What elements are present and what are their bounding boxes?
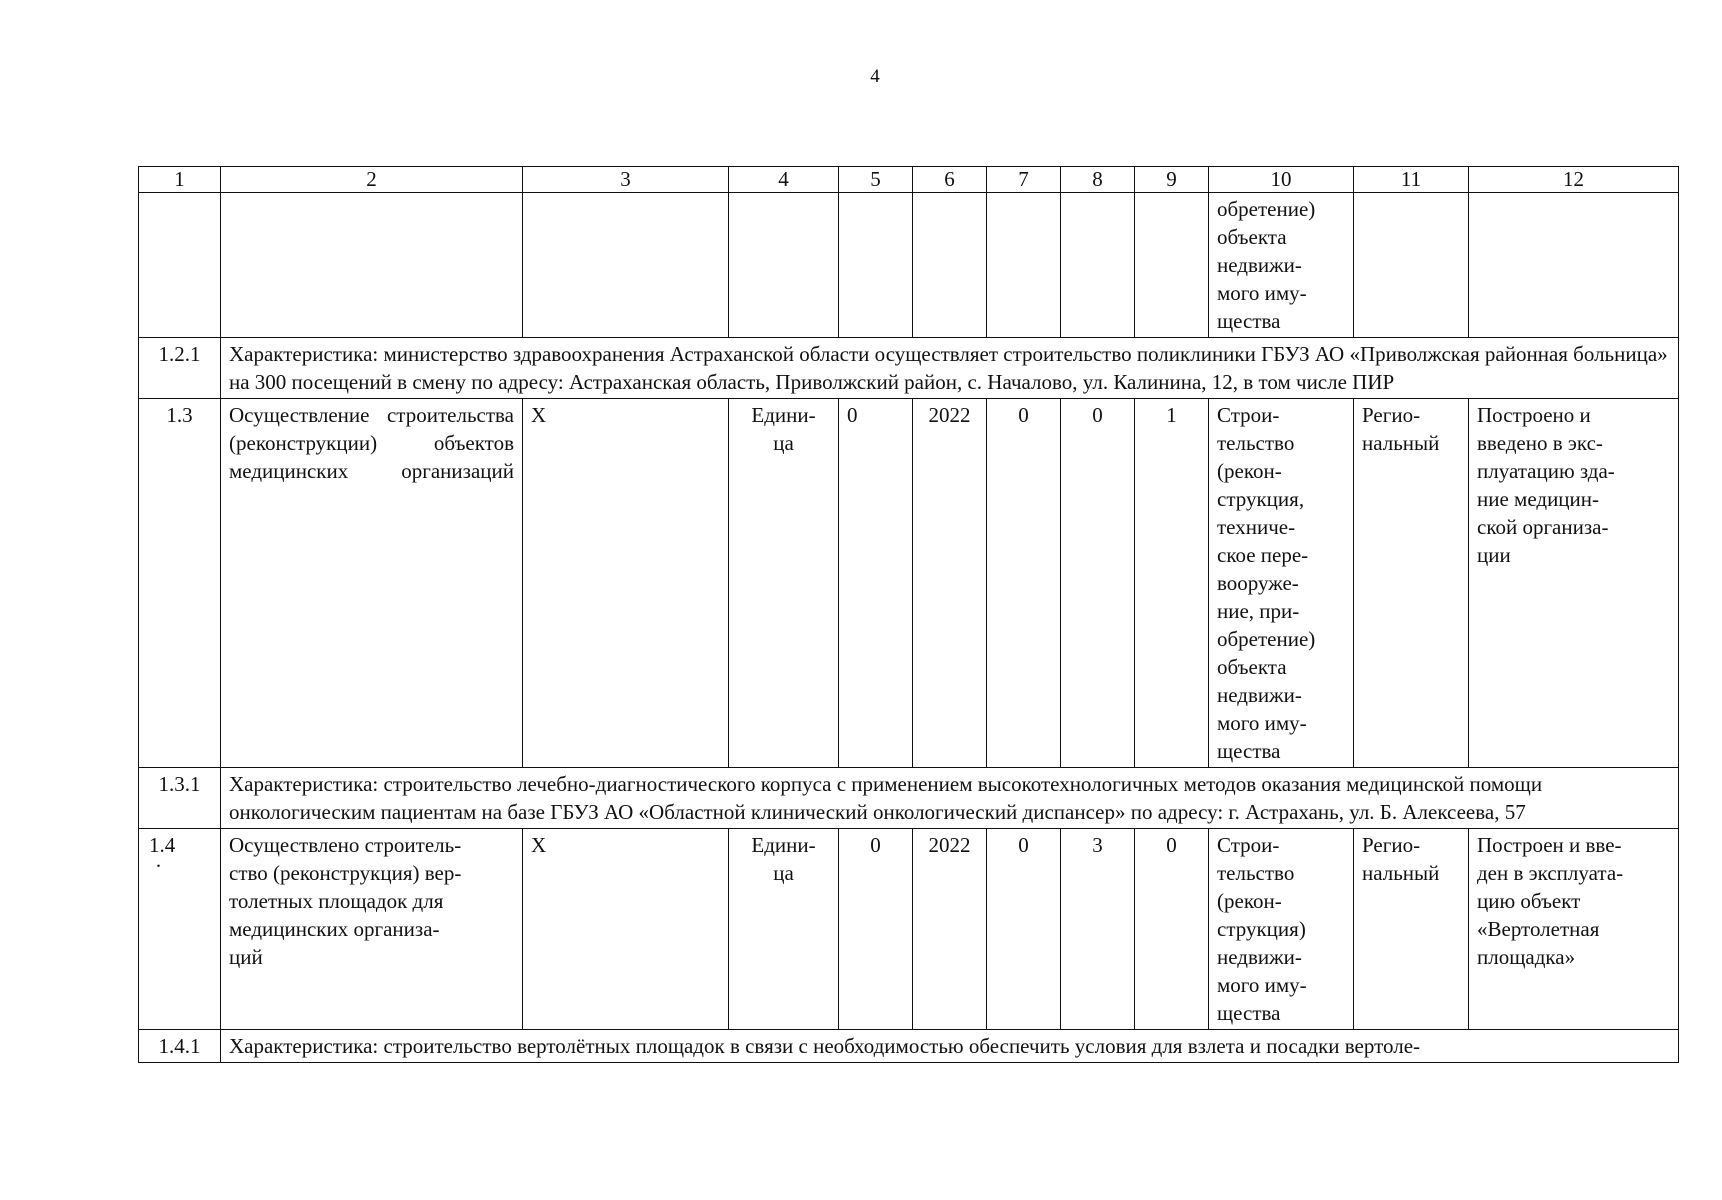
row-number: 1.4	[149, 833, 176, 857]
row-number: 1.3	[139, 399, 221, 768]
table-cell	[1061, 193, 1135, 338]
table-cell: 2022	[913, 829, 987, 1030]
table-cell: Построено и введено в экс- плуатацию зда- ние медицин- ской организа- ции	[1469, 399, 1679, 768]
table-cell	[1469, 193, 1679, 338]
scan-mark: ·	[155, 854, 162, 878]
table-cell: 0	[1135, 829, 1209, 1030]
header-cell: 10	[1209, 167, 1354, 193]
table-cell	[139, 193, 221, 338]
table-cell: X	[523, 399, 729, 768]
table-cell: 3	[1061, 829, 1135, 1030]
row-number: 1.3.1	[139, 768, 221, 829]
row-number: 1.2.1	[139, 338, 221, 399]
characteristic-row	[139, 338, 1679, 399]
table-row	[139, 829, 1679, 1030]
table-cell: обретение) объекта недвижи- мого иму- щества	[1209, 193, 1354, 338]
table-cell: X	[523, 829, 729, 1030]
table-row	[139, 193, 1679, 338]
table-cell: 0	[839, 829, 913, 1030]
unit-cell: Едини- ца	[729, 399, 839, 768]
header-cell: 2	[221, 167, 523, 193]
header-cell: 5	[839, 167, 913, 193]
row-number: 1.4.1	[139, 1030, 221, 1063]
column-number-row	[139, 167, 1679, 193]
result-name: Осуществление строительства (реконструкции) объектов медицинских организаций	[221, 399, 523, 768]
row-number-cell	[139, 829, 221, 1030]
header-cell: 8	[1061, 167, 1135, 193]
header-cell: 3	[523, 167, 729, 193]
characteristic-text: Характеристика: строительство лечебно-диагностического корпуса с применением высокотехнологичных методов оказания медицинской помощи онкологическим пациентам на базе ГБУЗ АО «Областной клинический онкологический диспансер» по адресу: г. Астрахань, ул. Б. Алексеева, 57	[221, 768, 1679, 829]
table-cell	[1135, 193, 1209, 338]
table-cell	[523, 193, 729, 338]
header-cell: 11	[1354, 167, 1469, 193]
characteristic-text: Характеристика: министерство здравоохранения Астраханской области осуществляет строительство поликлиники ГБУЗ АО «Приволжская районная больница» на 300 посещений в смену по адресу: Астраханская область, Приволжский район, с. Началово, ул. Калинина, 12, в том числе ПИР	[221, 338, 1679, 399]
table-cell: Регио- нальный	[1354, 829, 1469, 1030]
table-cell	[839, 193, 913, 338]
table-cell: 1	[1135, 399, 1209, 768]
page-number: 4	[870, 66, 880, 87]
header-cell: 9	[1135, 167, 1209, 193]
header-cell: 4	[729, 167, 839, 193]
table-cell: Строи- тельство (рекон- струкция, техниче- ское пере- вооруже- ние, при- обретение) объекта недвижи- мого иму- щества	[1209, 399, 1354, 768]
header-cell: 6	[913, 167, 987, 193]
table-cell: 0	[987, 829, 1061, 1030]
table-cell: Строи- тельство (рекон- струкция) недвижи- мого иму- щества	[1209, 829, 1354, 1030]
table-cell: 0	[1061, 399, 1135, 768]
table-cell	[987, 193, 1061, 338]
header-cell: 7	[987, 167, 1061, 193]
characteristic-text: Характеристика: строительство вертолётных площадок в связи с необходимостью обеспечить условия для взлета и посадки вертоле-	[221, 1030, 1679, 1063]
header-cell: 1	[139, 167, 221, 193]
table-cell	[221, 193, 523, 338]
result-name: Осуществлено строитель- ство (реконструкция) вер- толетных площадок для медицинских организа- ций	[221, 829, 523, 1030]
table-cell	[729, 193, 839, 338]
program-table	[138, 166, 1679, 1063]
table-cell: 0	[987, 399, 1061, 768]
characteristic-row	[139, 768, 1679, 829]
table-cell: 2022	[913, 399, 987, 768]
table-row	[139, 399, 1679, 768]
characteristic-row	[139, 1030, 1679, 1063]
table-cell	[1354, 193, 1469, 338]
table-cell: Регио- нальный	[1354, 399, 1469, 768]
table-cell: 0	[839, 399, 913, 768]
unit-cell: Едини- ца	[729, 829, 839, 1030]
table-cell	[913, 193, 987, 338]
header-cell: 12	[1469, 167, 1679, 193]
table-cell: Построен и вве- ден в эксплуата- цию объект «Вертолетная площадка»	[1469, 829, 1679, 1030]
